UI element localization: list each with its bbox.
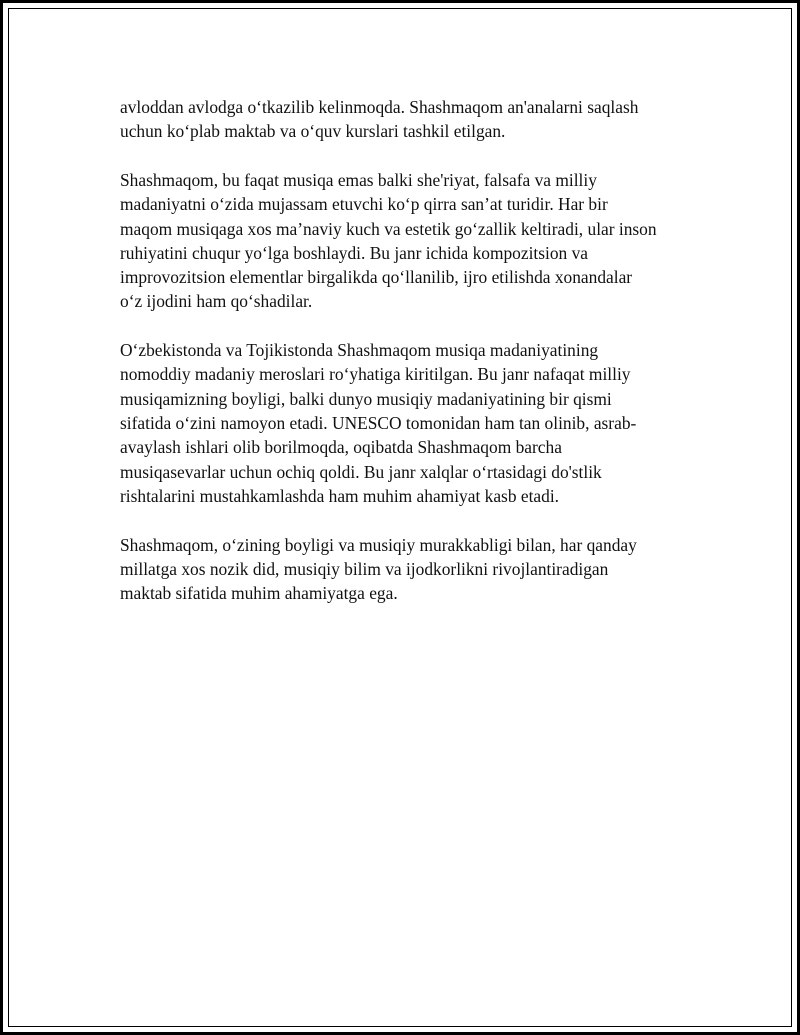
text-line: Shashmaqom, oʻzining boyligi va musiqiy murakkabligi bilan, har qanday (120, 534, 637, 555)
text-line: millatga xos nozik did, musiqiy bilim va ijodkorlikni rivojlantiradigan (120, 558, 609, 579)
text-line: maktab sifatida muhim ahamiyatga ega. (120, 583, 398, 604)
text-line: madaniyatni oʻzida mujassam etuvchi koʻp qirra san’at turidir. Har bir (120, 194, 608, 215)
text-line: musiqasevarlar uchun ochiq qoldi. Bu janr xalqlar oʻrtasidagi do'stlik (120, 461, 602, 482)
text-line: ruhiyatini chuqur yoʻlga boshlaydi. Bu janr ichida kompozitsion va (120, 242, 589, 263)
document-body (120, 95, 690, 630)
text-line: musiqamizning boyligi, balki dunyo musiqiy madaniyatining bir qismi (120, 388, 612, 409)
text-line: Oʻzbekistonda va Tojikistonda Shashmaqom musiqa madaniyatining (120, 340, 599, 361)
paragraph-4 (120, 533, 690, 606)
text-line: avloddan avlodga oʻtkazilib kelinmoqda. Shashmaqom an'analarni saqlash (120, 97, 639, 117)
text-line: maqom musiqaga xos ma’naviy kuch va estetik goʻzallik keltiradi, ular inson (120, 218, 657, 239)
text-line: nomoddiy madaniy meroslari roʻyhatiga kiritilgan. Bu janr nafaqat milliy (120, 364, 631, 385)
text-line: sifatida oʻzini namoyon etadi. UNESCO tomonidan ham tan olinib, asrab- (120, 413, 637, 434)
paragraph-1 (120, 95, 690, 144)
text-line: Shashmaqom, bu faqat musiqa emas balki she'riyat, falsafa va milliy (120, 169, 597, 190)
text-line: rishtalarini mustahkamlashda ham muhim ahamiyat kasb etadi. (120, 485, 560, 506)
text-line: avaylash ishlari olib borilmoqda, oqibatda Shashmaqom barcha (120, 437, 562, 458)
text-line: improvozitsion elementlar birgalikda qoʻllanilib, ijro etilishda xonandalar (120, 267, 633, 288)
paragraph-2 (120, 168, 690, 314)
paragraph-3 (120, 338, 690, 508)
text-line: oʻz ijodini ham qoʻshadilar. (120, 291, 313, 312)
text-line: uchun koʻplab maktab va oʻquv kurslari tashkil etilgan. (120, 121, 506, 142)
